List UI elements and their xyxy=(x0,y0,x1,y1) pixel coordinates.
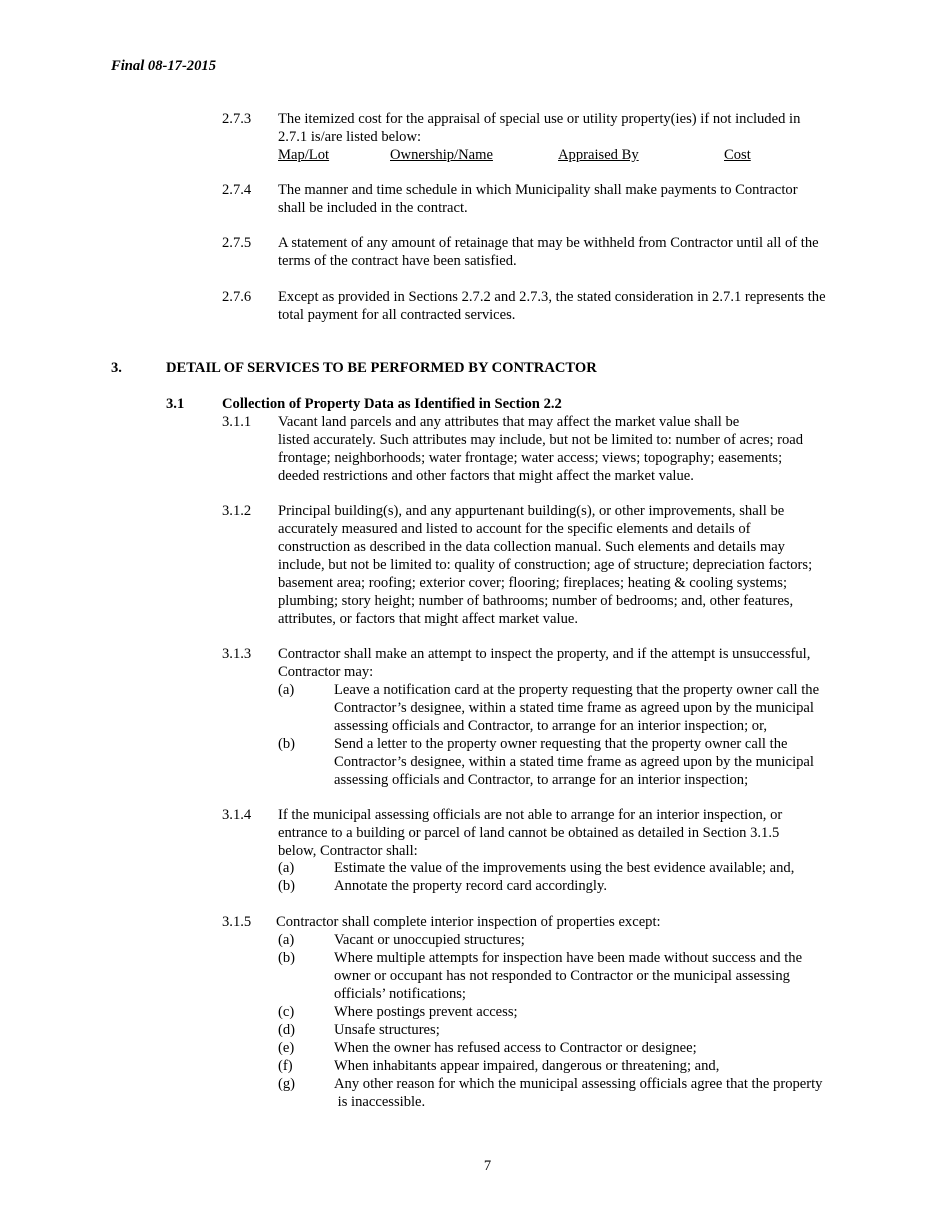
list-item-label: (a) xyxy=(278,860,295,876)
clause-number: 2.7.5 xyxy=(222,235,252,251)
text-line: assessing officials and Contractor, to arrange for an interior inspection; or, xyxy=(334,718,768,734)
list-item-label: (c) xyxy=(278,1004,295,1020)
text-line: is inaccessible. xyxy=(334,1094,426,1110)
list-item xyxy=(0,949,950,1003)
text-line: plumbing; story height; number of bathrooms; number of bedrooms; and, other features, xyxy=(278,593,794,609)
list-item xyxy=(0,1057,950,1075)
text-line: 2.7.1 is/are listed below: xyxy=(278,129,422,145)
text-line: When inhabitants appear impaired, dangerous or threatening; and, xyxy=(334,1058,720,1074)
subsection-number: 3.1 xyxy=(166,396,185,412)
text-line: Any other reason for which the municipal assessing officials agree that the property xyxy=(334,1076,823,1092)
section-number: 3. xyxy=(111,360,122,376)
clause-number: 3.1.3 xyxy=(222,646,252,662)
clause-text xyxy=(278,645,868,681)
text-line: Contractor may: xyxy=(278,664,374,680)
clause-text xyxy=(278,234,868,270)
text-line: Leave a notification card at the property requesting that the property owner call the xyxy=(334,682,820,698)
list-item xyxy=(0,931,950,949)
text-line: Where postings prevent access; xyxy=(334,1004,518,1020)
text-line: Principal building(s), and any appurtenant building(s), or other improvements, shall be xyxy=(278,503,785,519)
clause-3-1-4-subitems xyxy=(0,859,950,895)
clause-text xyxy=(278,413,868,485)
clause-number: 2.7.6 xyxy=(222,289,252,305)
list-item-label: (g) xyxy=(278,1076,296,1092)
list-item-text xyxy=(334,1003,864,1021)
list-item-label: (d) xyxy=(278,1022,296,1038)
text-line: include, but not be limited to: quality of construction; age of structure; depreciation factors; xyxy=(278,557,813,573)
text-line: Annotate the property record card accordingly. xyxy=(334,878,607,894)
list-item xyxy=(0,1039,950,1057)
clause-text xyxy=(278,806,868,860)
section-title: DETAIL OF SERVICES TO BE PERFORMED BY CONTRACTOR xyxy=(166,360,597,376)
clause-text xyxy=(278,110,868,146)
clause-number: 3.1.5 xyxy=(222,914,252,930)
text-line: Vacant land parcels and any attributes that may affect the market value shall be xyxy=(278,414,740,430)
clause-number: 2.7.3 xyxy=(222,111,252,127)
clause-number: 3.1.2 xyxy=(222,503,252,519)
list-item-text xyxy=(334,1075,864,1111)
clause-text xyxy=(276,913,866,931)
text-line: A statement of any amount of retainage that may be withheld from Contractor until all of the xyxy=(278,235,819,251)
list-item-text xyxy=(334,1021,864,1039)
clause-number: 2.7.4 xyxy=(222,182,252,198)
list-item-text xyxy=(334,949,864,1003)
column-map-lot: Map/Lot xyxy=(278,147,330,163)
list-item xyxy=(0,1003,950,1021)
text-line: When the owner has refused access to Contractor or designee; xyxy=(334,1040,697,1056)
list-item-label: (e) xyxy=(278,1040,295,1056)
text-line: below, Contractor shall: xyxy=(278,843,418,859)
text-line: terms of the contract have been satisfied. xyxy=(278,253,517,269)
list-item-text xyxy=(334,681,864,735)
clause-3-1-3-subitems xyxy=(0,681,950,789)
clause-text xyxy=(278,181,868,217)
text-line: construction as described in the data collection manual. Such elements and details may xyxy=(278,539,785,555)
page-number: 7 xyxy=(483,1158,492,1174)
list-item-text xyxy=(334,735,864,789)
clause-number: 3.1.4 xyxy=(222,807,252,823)
text-line: Unsafe structures; xyxy=(334,1022,440,1038)
text-line: listed accurately. Such attributes may include, but not be limited to: number of acres; road xyxy=(278,432,804,448)
text-line: frontage; neighborhoods; water frontage; water access; views; topography; easements; xyxy=(278,450,783,466)
text-line: Contractor’s designee, within a stated time frame as agreed upon by the municipal xyxy=(334,754,814,770)
column-appraised-by: Appraised By xyxy=(558,147,639,163)
text-line: owner or occupant has not responded to Contractor or the municipal assessing xyxy=(334,968,790,984)
list-item-label: (b) xyxy=(278,950,296,966)
column-cost: Cost xyxy=(724,147,751,163)
list-item-label: (b) xyxy=(278,736,296,752)
list-item xyxy=(0,1075,950,1111)
text-line: Estimate the value of the improvements using the best evidence available; and, xyxy=(334,860,795,876)
list-item xyxy=(0,859,950,877)
text-line: Contractor shall complete interior inspection of properties except: xyxy=(276,914,661,930)
text-line: entrance to a building or parcel of land cannot be obtained as detailed in Section 3.1.5 xyxy=(278,825,780,841)
subsection-title: Collection of Property Data as Identified in Section 2.2 xyxy=(222,396,562,412)
list-item-text xyxy=(334,877,864,895)
clause-text xyxy=(278,502,868,628)
text-line: total payment for all contracted services. xyxy=(278,307,516,323)
clause-3-1-5-subitems xyxy=(0,931,950,1111)
text-line: Where multiple attempts for inspection have been made without success and the xyxy=(334,950,803,966)
list-item-label: (a) xyxy=(278,682,295,698)
list-item-text xyxy=(334,931,864,949)
list-item-label: (f) xyxy=(278,1058,293,1074)
text-line: attributes, or factors that might affect market value. xyxy=(278,611,579,627)
document-header: Final 08-17-2015 xyxy=(111,58,216,74)
list-item-label: (b) xyxy=(278,878,296,894)
column-ownership-name: Ownership/Name xyxy=(390,147,493,163)
text-line: Contractor shall make an attempt to inspect the property, and if the attempt is unsuccessful, xyxy=(278,646,811,662)
text-line: deeded restrictions and other factors that might affect the market value. xyxy=(278,468,694,484)
text-line: If the municipal assessing officials are not able to arrange for an interior inspection, or xyxy=(278,807,783,823)
text-line: shall be included in the contract. xyxy=(278,200,468,216)
text-line: Send a letter to the property owner requesting that the property owner call the xyxy=(334,736,788,752)
text-line: Except as provided in Sections 2.7.2 and 2.7.3, the stated consideration in 2.7.1 represents the xyxy=(278,289,826,305)
list-item-label: (a) xyxy=(278,932,295,948)
appraisal-cost-columns xyxy=(278,146,878,164)
list-item-text xyxy=(334,859,864,877)
text-line: The manner and time schedule in which Municipality shall make payments to Contractor xyxy=(278,182,798,198)
clause-text xyxy=(278,288,868,324)
text-line: officials’ notifications; xyxy=(334,986,466,1002)
text-line: assessing officials and Contractor, to arrange for an interior inspection; xyxy=(334,772,749,788)
list-item-text xyxy=(334,1057,864,1075)
list-item xyxy=(0,735,950,789)
text-line: accurately measured and listed to account for the specific elements and details of xyxy=(278,521,751,537)
clause-number: 3.1.1 xyxy=(222,414,252,430)
text-line: basement area; roofing; exterior cover; flooring; fireplaces; heating & cooling systems; xyxy=(278,575,787,591)
list-item xyxy=(0,1021,950,1039)
text-line: Vacant or unoccupied structures; xyxy=(334,932,525,948)
text-line: Contractor’s designee, within a stated time frame as agreed upon by the municipal xyxy=(334,700,814,716)
text-line: The itemized cost for the appraisal of special use or utility property(ies) if not included in xyxy=(278,111,801,127)
list-item xyxy=(0,877,950,895)
list-item-text xyxy=(334,1039,864,1057)
list-item xyxy=(0,681,950,735)
